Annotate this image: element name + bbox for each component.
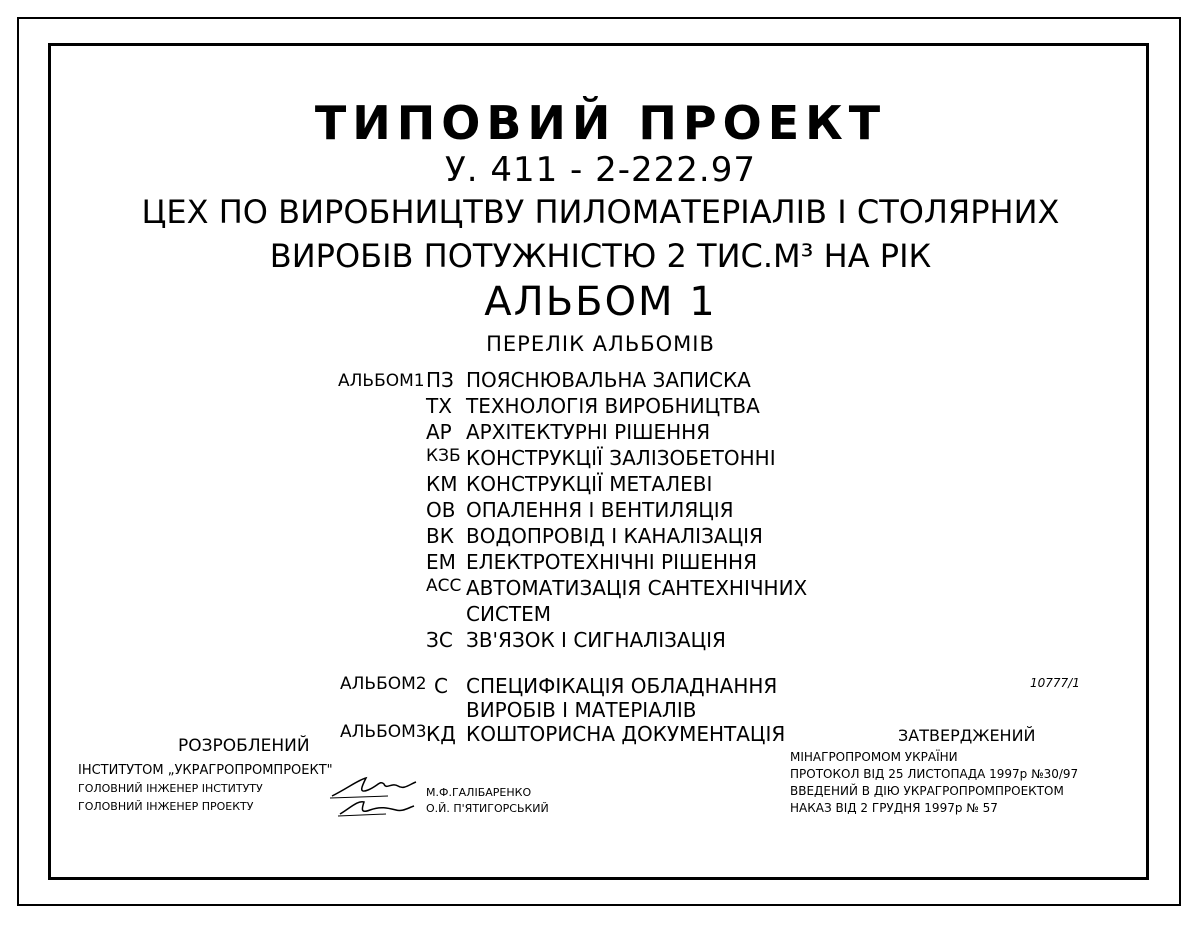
chief-project-label: ГОЛОВНИЙ ІНЖЕНЕР ПРОЕКТУ [78, 800, 254, 813]
list-item-code: ПЗ [426, 368, 454, 392]
list-item-code: АСС [426, 576, 462, 596]
list-item-text: ВИРОБІВ І МАТЕРІАЛІВ [466, 698, 697, 722]
list-item-code: ТХ [426, 394, 452, 418]
album-label-1: АЛЬБОМ1 [338, 371, 425, 391]
list-item-text: ВОДОПРОВІД І КАНАЛІЗАЦІЯ [466, 524, 763, 548]
list-item-text: КОНСТРУКЦІЇ МЕТАЛЕВІ [466, 472, 713, 496]
album-label-3: АЛЬБОМ3 [340, 722, 427, 742]
album-title: АЛЬБОМ 1 [484, 279, 717, 325]
list-item-code: АР [426, 420, 452, 444]
list-item-text: КОШТОРИСНА ДОКУМЕНТАЦІЯ [466, 722, 786, 746]
list-item-code: ВК [426, 524, 454, 548]
subtitle-line-2: ВИРОБІВ ПОТУЖНІСТЮ 2 ТИС.М³ НА РІК [269, 237, 932, 275]
approved-heading: ЗАТВЕРДЖЕНИЙ [898, 726, 1036, 745]
list-item-code: КМ [426, 472, 458, 496]
approved-line-4: НАКАЗ ВІД 2 ГРУДНЯ 1997р № 57 [790, 801, 998, 815]
list-item-code: КЗБ [426, 446, 461, 466]
list-item-text: КОНСТРУКЦІЇ ЗАЛІЗОБЕТОННІ [466, 446, 776, 470]
list-item-text: ОПАЛЕННЯ І ВЕНТИЛЯЦІЯ [466, 498, 734, 522]
project-code: У. 411 - 2-222.97 [445, 150, 756, 190]
list-item-code: ЕМ [426, 550, 456, 574]
developed-heading: РОЗРОБЛЕНИЙ [178, 736, 310, 756]
list-item-text: АРХІТЕКТУРНІ РІШЕННЯ [466, 420, 711, 444]
list-item-text: ТЕХНОЛОГІЯ ВИРОБНИЦТВА [466, 394, 760, 418]
document-title: ТИПОВИЙ ПРОЕКТ [314, 96, 887, 150]
list-item-code: КД [426, 722, 456, 746]
approved-line-2: ПРОТОКОЛ ВІД 25 ЛИСТОПАДА 1997р №30/97 [790, 767, 1079, 781]
stamp-number: 10777/1 [1030, 676, 1080, 690]
list-item-text: ПОЯСНЮВАЛЬНА ЗАПИСКА [466, 368, 751, 392]
list-item-code: С [434, 674, 448, 698]
chief-engineer-label: ГОЛОВНИЙ ІНЖЕНЕР ІНСТИТУТУ [78, 782, 263, 795]
approved-line-3: ВВЕДЕНИЙ В ДІЮ УКРАГРОПРОМПРОЕКТОМ [790, 784, 1064, 798]
list-item-code: ОВ [426, 498, 456, 522]
signature-chief-project [336, 796, 416, 820]
list-item-text: СИСТЕМ [466, 602, 551, 626]
albums-list-heading: ПЕРЕЛІК АЛЬБОМІВ [486, 332, 715, 356]
chief-project-name: О.Й. П'ЯТИГОРСЬКИЙ [426, 802, 549, 815]
list-item-text: ЗВ'ЯЗОК І СИГНАЛІЗАЦІЯ [466, 628, 726, 652]
list-item-text: АВТОМАТИЗАЦІЯ САНТЕХНІЧНИХ [466, 576, 808, 600]
album-label-2: АЛЬБОМ2 [340, 674, 427, 694]
list-item-code: ЗС [426, 628, 453, 652]
list-item-text: ЕЛЕКТРОТЕХНІЧНІ РІШЕННЯ [466, 550, 757, 574]
developed-institute: ІНСТИТУТОМ „УКРАГРОПРОМПРОЕКТ" [78, 763, 333, 778]
chief-engineer-name: М.Ф.ГАЛІБАРЕНКО [426, 786, 532, 799]
subtitle-line-1: ЦЕХ ПО ВИРОБНИЦТВУ ПИЛОМАТЕРІАЛІВ І СТОЛЯРНИХ [141, 193, 1060, 231]
list-item-text: СПЕЦИФІКАЦІЯ ОБЛАДНАННЯ [466, 674, 778, 698]
approved-line-1: МІНАГРОПРОМОМ УКРАЇНИ [790, 750, 958, 764]
